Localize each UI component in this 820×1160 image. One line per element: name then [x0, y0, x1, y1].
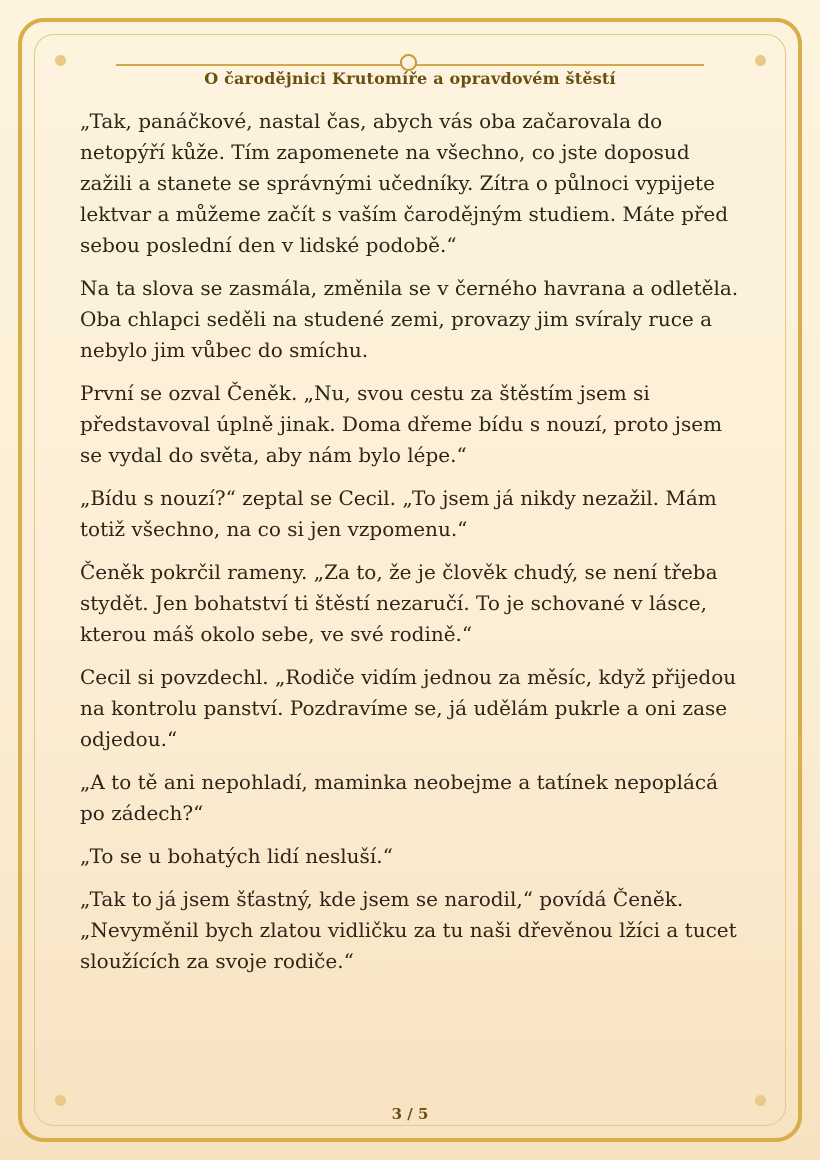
corner-ornament-bottom-right [755, 1095, 766, 1106]
paragraph: „Tak to já jsem šťastný, kde jsem se narodil,“ povídá Čeněk. „Nevyměnil bych zlatou vidličku za tu naši dřevěnou lžíci a tucet sloužících za svoje rodiče.“ [80, 887, 737, 973]
story-body [80, 106, 748, 989]
paragraph: Cecil si povzdechl. „Rodiče vidím jednou za měsíc, když přijedou na kontrolu panství. Pozdravíme se, já udělám pukrle a oni zase odjedou.“ [80, 665, 737, 751]
paragraph: „A to tě ani nepohladí, maminka neobejme a tatínek nepoplácá po zádech?“ [80, 770, 719, 825]
paragraph: Čeněk pokrčil rameny. „Za to, že je člověk chudý, se není třeba stydět. Jen bohatství ti štěstí nezaručí. To je schované v lásce, kterou máš okolo sebe, ve své rodině.“ [80, 560, 718, 646]
paragraph: První se ozval Čeněk. „Nu, svou cestu za štěstím jsem si představoval úplně jinak. Doma dřeme bídu s nouzí, proto jsem se vydal do světa, aby nám bylo lépe.“ [80, 381, 723, 467]
paragraph: „To se u bohatých lidí nesluší.“ [80, 844, 393, 868]
corner-ornament-top-right [755, 55, 766, 66]
paragraph: „Bídu s nouzí?“ zeptal se Cecil. „To jsem já nikdy nezažil. Mám totiž všechno, na co si jen vzpomenu.“ [80, 486, 717, 541]
corner-ornament-bottom-left [55, 1095, 66, 1106]
corner-ornament-top-left [55, 55, 66, 66]
story-title: O čarodějnici Krutomíře a opravdovém štěstí [204, 69, 616, 88]
paragraph: Na ta slova se zasmála, změnila se v černého havrana a odletěla. Oba chlapci seděli na studené zemi, provazy jim svíraly ruce a nebylo jim vůbec do smíchu. [80, 276, 739, 362]
paragraph: „Tak, panáčkové, nastal čas, abych vás oba začarovala do netopýří kůže. Tím zapomenete na všechno, co jste doposud zažili a stanete se správnými učedníky. Zítra o půlnoci vypijete lektvar a můžeme začít s vaším čarodějným studiem. Máte před sebou poslední den v lidské podobě.“ [80, 109, 729, 257]
page-number: 3 / 5 [391, 1105, 429, 1123]
